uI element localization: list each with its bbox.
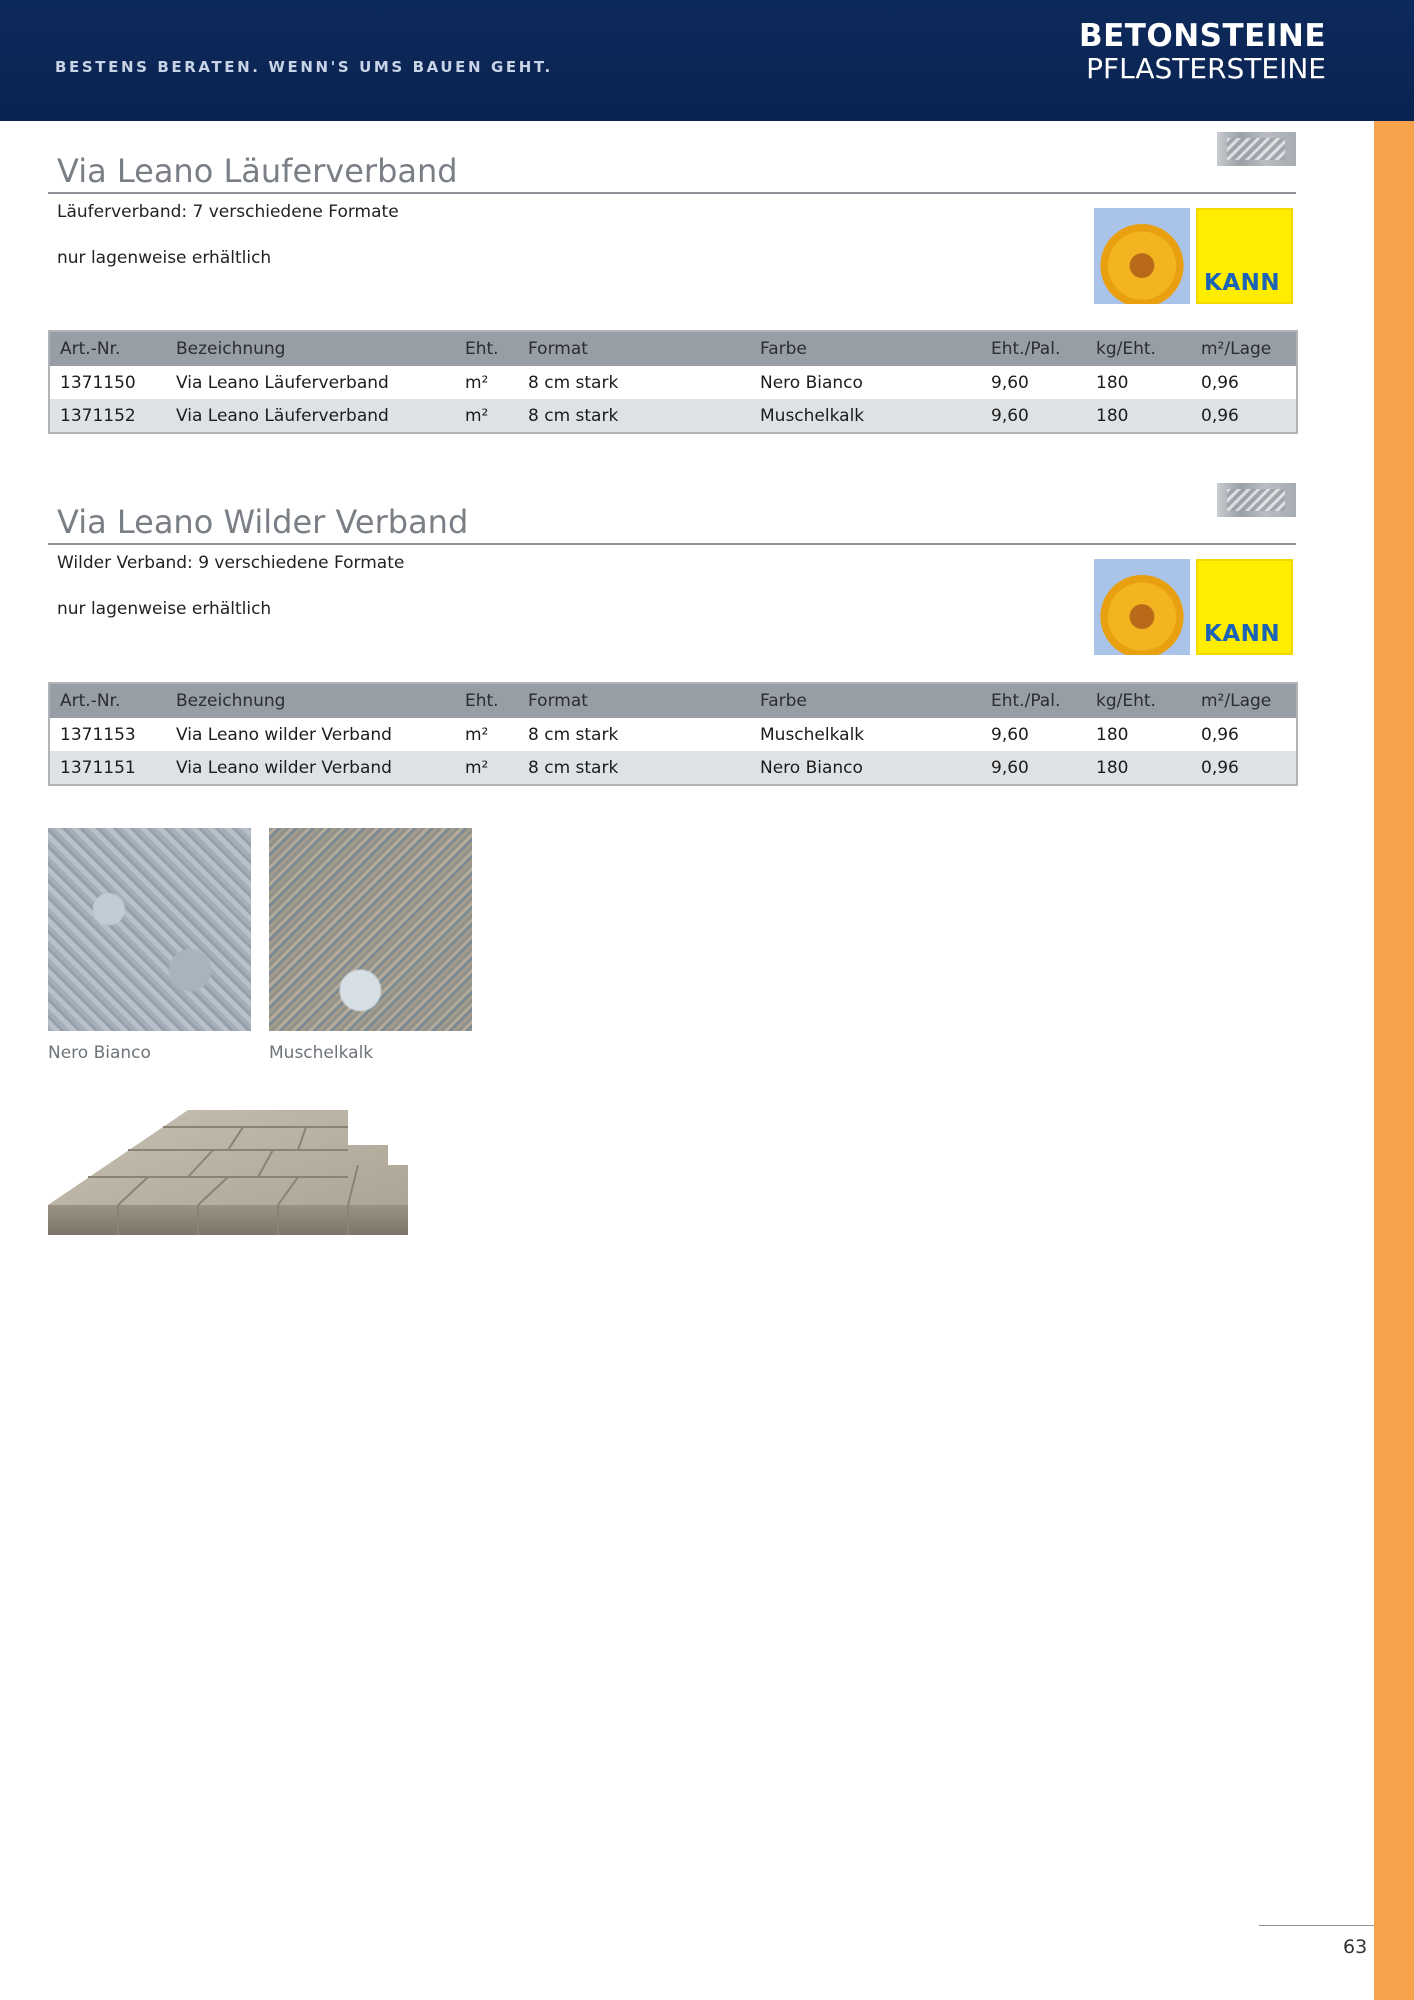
swatch-nero-bianco (48, 828, 251, 1031)
column-header: Eht./Pal. (981, 683, 1086, 718)
table-cell: m² (455, 399, 518, 433)
table-cell: Via Leano Läuferverband (176, 372, 389, 393)
table-cell: 8 cm stark (528, 724, 619, 745)
section-format-note: Wilder Verband: 9 verschiedene Formate (57, 553, 405, 573)
kann-logo-text: KANN (1204, 621, 1281, 647)
sunflower-icon (1094, 559, 1190, 655)
table-cell: Nero Bianco (750, 751, 981, 785)
section-divider (48, 192, 1296, 194)
table-cell: Via Leano Läuferverband (166, 399, 455, 433)
table-cell: 0,96 (1201, 724, 1239, 745)
table-cell: 8 cm stark (518, 399, 750, 433)
table-cell: Via Leano wilder Verband (176, 724, 392, 745)
table-cell: m² (465, 724, 489, 745)
table-cell: 0,96 (1191, 399, 1297, 433)
column-header: Format (518, 683, 750, 718)
table-cell: Muschelkalk (760, 724, 865, 745)
swatch-label-nero-bianco: Nero Bianco (48, 1043, 151, 1063)
column-header: Bezeichnung (166, 683, 455, 718)
table-cell: 8 cm stark (518, 751, 750, 785)
kann-logo (1196, 208, 1293, 304)
column-header: Bezeichnung (166, 331, 455, 366)
column-header: Format (518, 331, 750, 366)
footer-divider (1259, 1925, 1374, 1926)
table-cell: Muschelkalk (750, 399, 981, 433)
section-title: Via Leano Läuferverband (57, 152, 458, 190)
table-cell: 1371152 (49, 399, 166, 433)
column-header: Eht. (455, 683, 518, 718)
kann-logo-text: KANN (1204, 270, 1281, 296)
table-cell: 1371150 (60, 372, 136, 393)
table-row (49, 366, 1297, 399)
column-header: Eht. (455, 331, 518, 366)
paver-pattern-icon (1217, 132, 1296, 166)
kann-logo (1196, 559, 1293, 655)
table-cell: 180 (1086, 751, 1191, 785)
table-cell: 9,60 (981, 751, 1086, 785)
side-accent-bar (1374, 121, 1414, 2000)
product-table (48, 682, 1298, 786)
column-header: kg/Eht. (1086, 331, 1191, 366)
paving-stones-illustration (48, 1105, 458, 1290)
section-divider (48, 543, 1296, 545)
header-tagline: BESTENS BERATEN. WENN'S UMS BAUEN GEHT. (55, 58, 553, 76)
table-cell: m² (455, 751, 518, 785)
table-cell: Via Leano wilder Verband (166, 751, 455, 785)
table-header-row (49, 683, 1297, 718)
table-cell: 180 (1086, 399, 1191, 433)
column-header: m²/Lage (1191, 683, 1297, 718)
section-format-note: Läuferverband: 7 verschiedene Formate (57, 202, 399, 222)
table-cell: Nero Bianco (760, 372, 863, 393)
page-header (0, 0, 1414, 121)
sunflower-icon (1094, 208, 1190, 304)
category-title: BETONSTEINE (1078, 18, 1326, 54)
table-cell: 180 (1096, 724, 1129, 745)
column-header: kg/Eht. (1086, 683, 1191, 718)
column-header: Farbe (750, 331, 981, 366)
table-cell: 8 cm stark (528, 372, 619, 393)
table-cell: 0,96 (1201, 372, 1239, 393)
section-availability-note: nur lagenweise erhältlich (57, 248, 272, 268)
product-table (48, 330, 1298, 434)
table-row (49, 751, 1297, 785)
page-number: 63 (1343, 1936, 1368, 1958)
category-subtitle: PFLASTERSTEINE (1086, 52, 1326, 85)
section-availability-note: nur lagenweise erhältlich (57, 599, 272, 619)
column-header: Art.-Nr. (49, 331, 166, 366)
table-cell: m² (465, 372, 489, 393)
table-cell: 9,60 (991, 372, 1029, 393)
column-header: m²/Lage (1191, 331, 1297, 366)
table-cell: 180 (1096, 372, 1129, 393)
paver-pattern-icon (1217, 483, 1296, 517)
table-cell: 1371151 (49, 751, 166, 785)
column-header: Art.-Nr. (49, 683, 166, 718)
table-cell: 9,60 (981, 399, 1086, 433)
column-header: Eht./Pal. (981, 331, 1086, 366)
swatch-label-muschelkalk: Muschelkalk (269, 1043, 374, 1063)
swatch-muschelkalk (269, 828, 472, 1031)
table-row (49, 399, 1297, 433)
table-cell: 9,60 (991, 724, 1029, 745)
table-header-row (49, 331, 1297, 366)
table-cell: 0,96 (1191, 751, 1297, 785)
column-header: Farbe (750, 683, 981, 718)
table-row (49, 718, 1297, 751)
section-title: Via Leano Wilder Verband (57, 503, 469, 541)
table-cell: 1371153 (60, 724, 136, 745)
